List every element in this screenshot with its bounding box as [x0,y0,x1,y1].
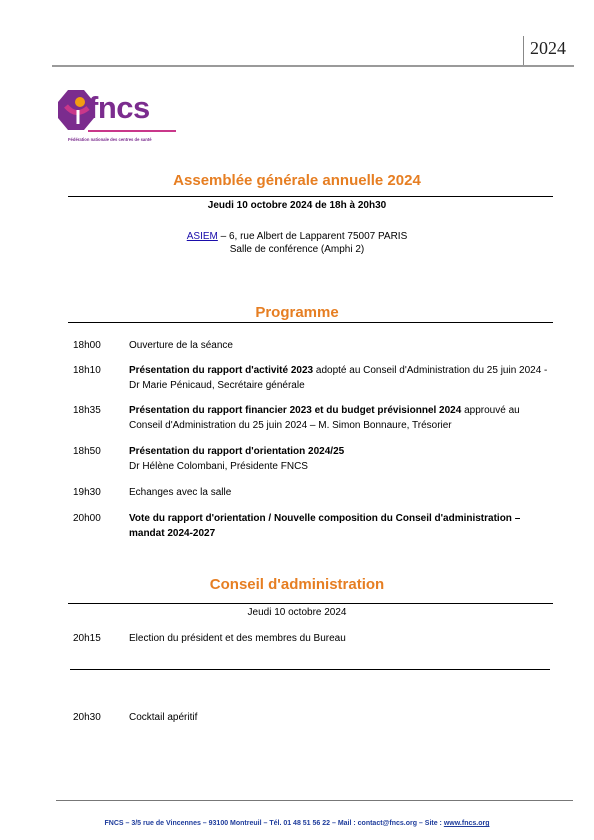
row-bold: Présentation du rapport d'activité 2023 [129,365,314,376]
programme-title: Programme [255,304,339,321]
row-text: Cocktail apéritif [129,712,198,723]
row-time: 18h50 [73,446,101,457]
assembly-rule [68,196,553,197]
footer-rule [56,800,573,801]
venue-room: Salle de conférence (Amphi 2) [229,244,365,255]
venue-line [0,231,594,242]
programme-rule [68,322,553,323]
footer-site-link[interactable]: www.fncs.org [443,820,490,827]
assembly-title: Assemblée générale annuelle 2024 [173,172,421,189]
conseil-date: Jeudi 10 octobre 2024 [247,607,347,618]
conseil-title: Conseil d'administration [209,576,385,593]
conseil-divider [70,669,550,670]
assembly-date: Jeudi 10 octobre 2024 de 18h à 20h30 [207,200,387,211]
row-time: 20h30 [73,712,101,723]
row-text: Dr Hélène Colombani, Présidente FNCS [129,461,308,472]
logo-wordmark: fncs [88,90,150,125]
row-text: Ouverture de la séance [129,340,233,351]
logo-tagline: Fédération nationale des centres de santé [68,137,152,142]
row-time: 20h00 [73,513,101,524]
row-time: 18h00 [73,340,101,351]
row-bold: Vote du rapport d'orientation / Nouvelle composition du Conseil d'administration – mandat 2024-2027 [129,513,521,539]
row-text: Echanges avec la salle [129,487,232,498]
row-text: adopté au Conseil d'Administration du 25 juin 2024 - Dr Marie Pénicaud, Secrétaire générale [129,365,548,391]
row-bold: Présentation du rapport d'orientation 2024/25 [129,446,345,457]
footer-address: FNCS – 3/5 rue de Vincennes – 93100 Montreuil – Tél. 01 48 51 56 22 – Mail : contact@fncs.org – Site : [104,820,444,827]
year-label: 2024 [530,38,566,58]
row-time: 19h30 [73,487,101,498]
footer [0,820,594,827]
year-divider [523,36,524,66]
row-time: 20h15 [73,633,101,644]
row-time: 18h10 [73,365,101,376]
venue-address: – 6, rue Albert de Lapparent 75007 PARIS [217,231,408,242]
logo-underline [88,130,176,132]
row-text: Election du président et des membres du Bureau [129,633,346,644]
row-text: approuvé au Conseil d'Administration du 25 juin 2024 – M. Simon Bonnaure, Trésorier [129,405,520,431]
venue-link[interactable]: ASIEM [186,231,218,242]
row-bold: Présentation du rapport financier 2023 et du budget prévisionnel 2024 [129,405,462,416]
row-time: 18h35 [73,405,101,416]
top-rule [52,65,574,67]
conseil-rule [68,603,553,604]
